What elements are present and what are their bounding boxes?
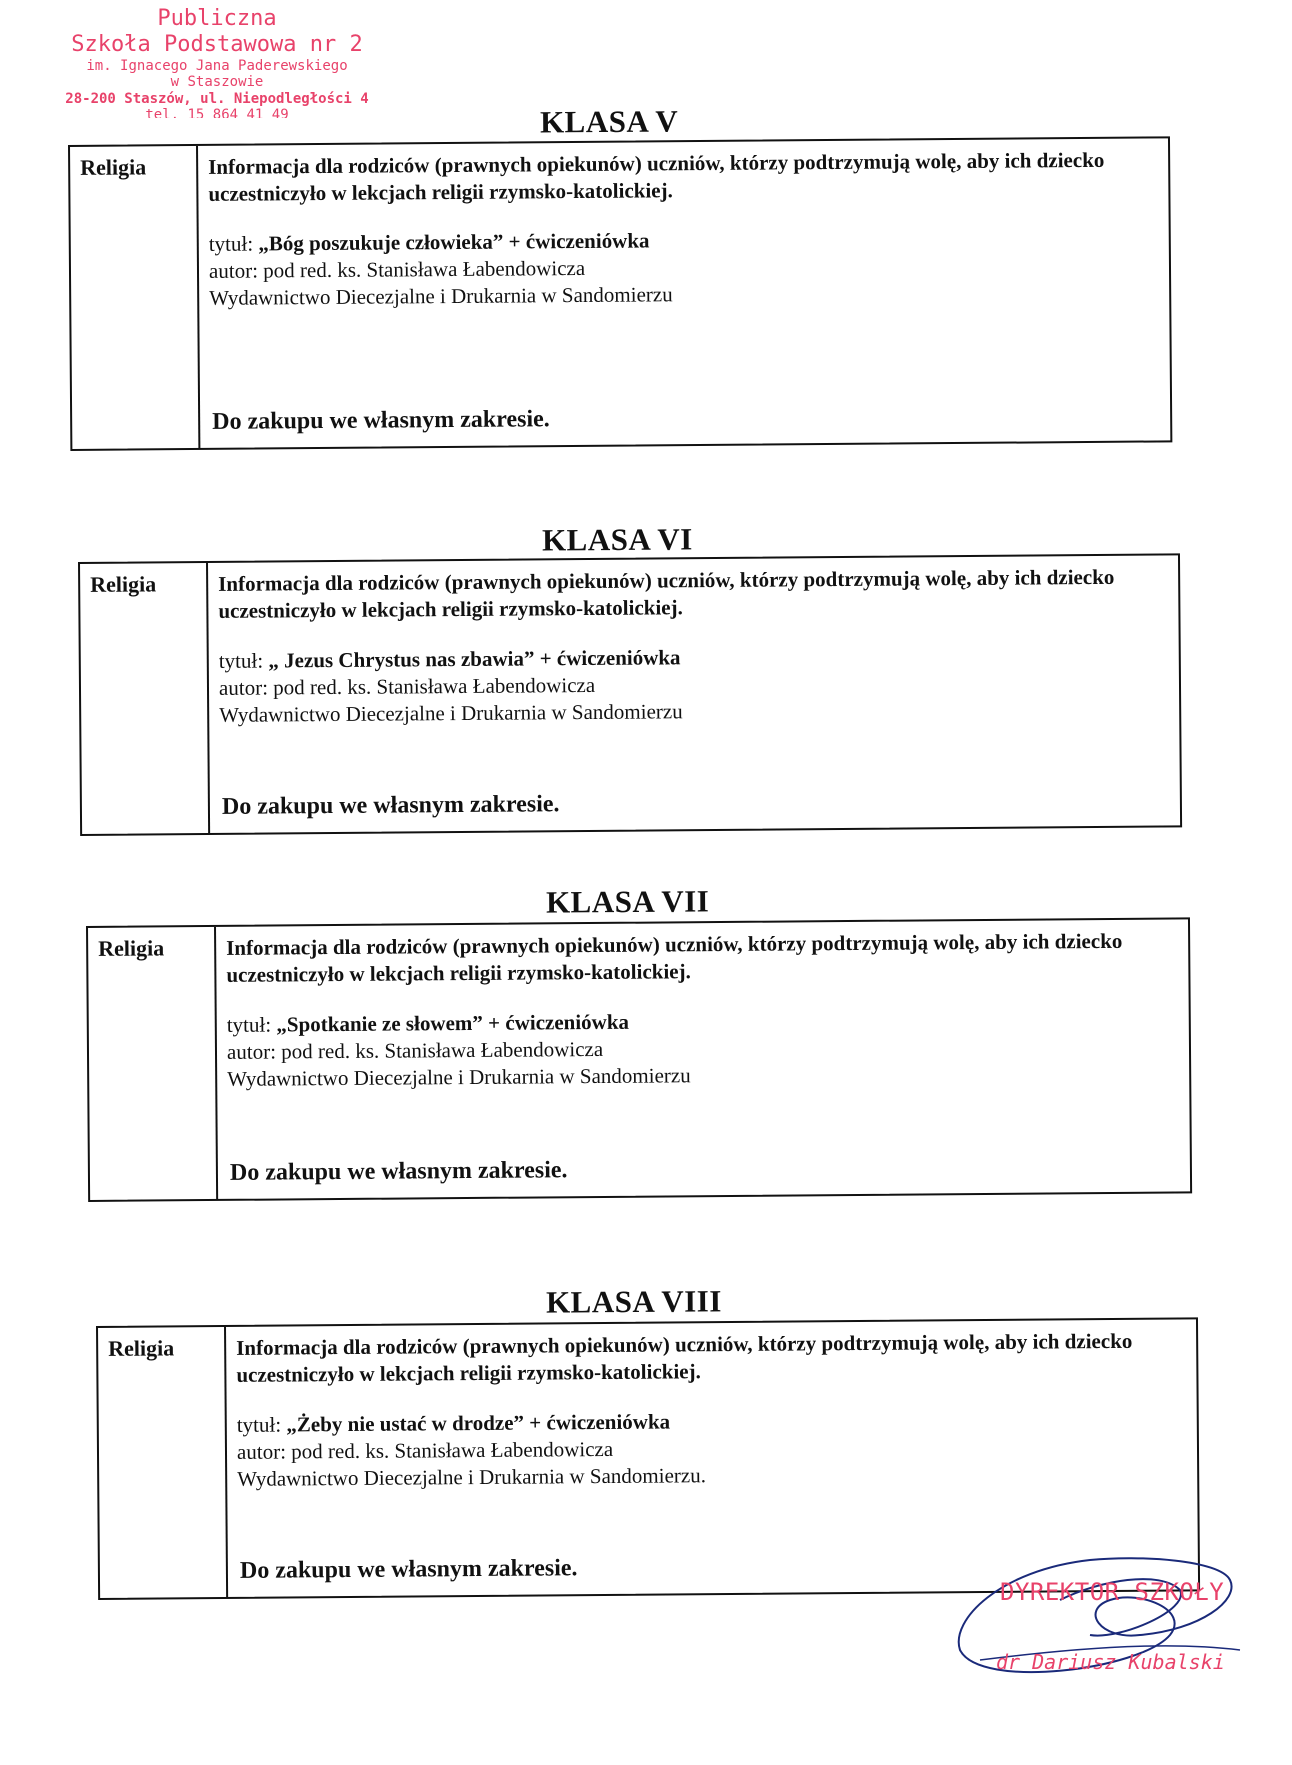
author-line: autor: pod red. ks. Stanisława Łabendowicza	[208, 255, 586, 283]
purchase-note: Do zakupu we własnym zakresie.	[221, 791, 560, 820]
description-cell	[198, 138, 1170, 448]
description-cell	[216, 919, 1190, 1199]
purchase-note: Do zakupu we własnym zakresie.	[239, 1555, 578, 1584]
signature-name: dr Dariusz Kubalski	[996, 1650, 1225, 1674]
book-details	[219, 640, 1170, 729]
subject-cell: Religia	[70, 146, 200, 449]
purchase-note: Do zakupu we własnym zakresie.	[229, 1157, 568, 1186]
info-text: Informacja dla rodziców (prawnych opiekunów) uczniów, którzy podtrzymują wolę, aby ich dziecko uczestniczyło w lekcjach religii rzymsko-katolickiej.	[226, 928, 1123, 988]
title-label: tytuł:	[208, 231, 259, 256]
info-text: Informacja dla rodziców (prawnych opiekunów) uczniów, którzy podtrzymują wolę, aby ich dziecko uczestniczyło w lekcjach religii rzymsko-katolickiej.	[208, 147, 1105, 207]
author-line: autor: pod red. ks. Stanisława Łabendowicza	[218, 672, 596, 700]
info-text: Informacja dla rodziców (prawnych opiekunów) uczniów, którzy podtrzymują wolę, aby ich dziecko uczestniczyło w lekcjach religii rzymsko-katolickiej.	[218, 564, 1115, 624]
stamp-line: w Staszowie	[170, 74, 264, 91]
section-heading: KLASA V	[539, 103, 679, 140]
publisher-line: Wydawnictwo Diecezjalne i Drukarnia w Sandomierzu	[209, 282, 673, 311]
title-value: „ Jezus Chrystus nas zbawia” + ćwiczeniówka	[268, 644, 681, 673]
subject-cell: Religia	[98, 1327, 228, 1598]
book-details	[237, 1404, 1188, 1493]
subject-cell: Religia	[88, 927, 218, 1200]
publisher-line: Wydawnictwo Diecezjalne i Drukarnia w Sandomierzu	[219, 699, 683, 728]
author-line: autor: pod red. ks. Stanisława Łabendowicza	[236, 1436, 614, 1464]
title-label: tytuł:	[236, 1412, 287, 1437]
section-heading: KLASA VII	[545, 883, 710, 920]
title-label: tytuł:	[218, 648, 269, 673]
publisher-line: Wydawnictwo Diecezjalne i Drukarnia w Sandomierzu.	[237, 1463, 707, 1492]
stamp-line: 28-200 Staszów, ul. Niepodległości 4	[65, 90, 369, 107]
book-details	[209, 223, 1160, 312]
section-heading: KLASA VI	[541, 521, 693, 558]
book-table	[78, 553, 1182, 836]
stamp-line: Szkoła Podstawowa nr 2	[71, 31, 363, 57]
title-value: „Spotkanie ze słowem” + ćwiczeniówka	[276, 1009, 630, 1037]
title-value: „Żeby nie ustać w drodze” + ćwiczeniówka	[286, 1409, 671, 1437]
book-details	[227, 1004, 1180, 1093]
author-line: autor: pod red. ks. Stanisława Łabendowicza	[226, 1036, 604, 1064]
info-text: Informacja dla rodziców (prawnych opiekunów) uczniów, którzy podtrzymują wolę, aby ich dziecko uczestniczyło w lekcjach religii rzymsko-katolickiej.	[236, 1328, 1133, 1388]
description-cell	[208, 555, 1180, 833]
title-label: tytuł:	[226, 1012, 277, 1037]
book-table	[68, 136, 1172, 451]
book-table	[86, 917, 1192, 1202]
stamp-line: im. Ignacego Jana Paderewskiego	[86, 57, 348, 74]
stamp-line: tel. 15 864 41 49	[145, 107, 289, 119]
title-value: „Bóg poszukuje człowieka” + ćwiczeniówka	[258, 228, 650, 256]
subject-cell: Religia	[80, 563, 210, 834]
stamp-line: Publiczna	[157, 6, 277, 31]
signature-title: DYREKTOR SZKOŁY	[1000, 1578, 1225, 1606]
publisher-line: Wydawnictwo Diecezjalne i Drukarnia w Sandomierzu	[227, 1063, 691, 1092]
purchase-note: Do zakupu we własnym zakresie.	[212, 406, 550, 435]
section-heading: KLASA VIII	[545, 1283, 722, 1320]
school-stamp	[52, 6, 382, 118]
